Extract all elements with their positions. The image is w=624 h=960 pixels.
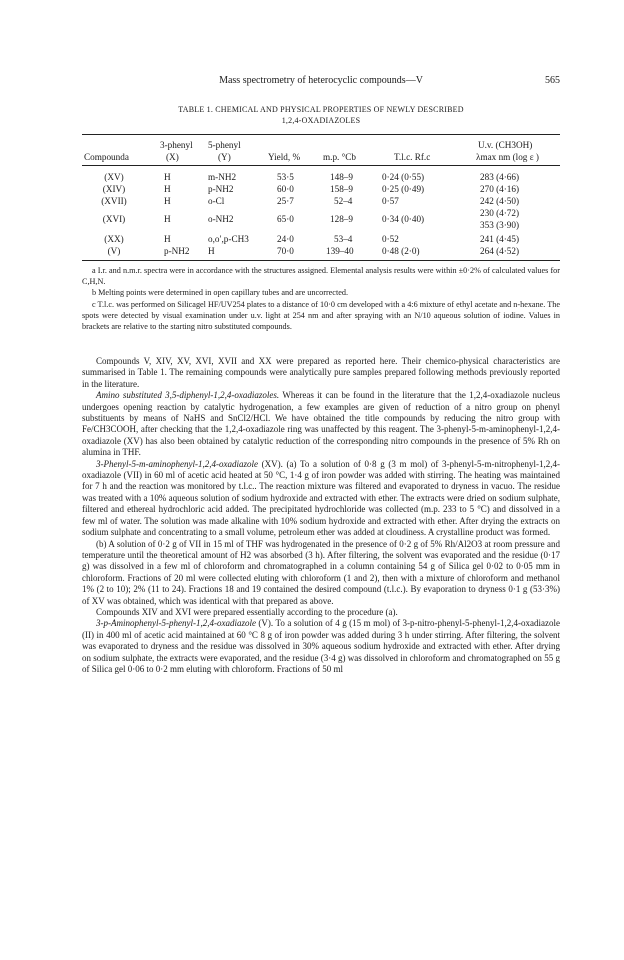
journal-page: Mass spectrometry of heterocyclic compounds—V 565 TABLE 1. CHEMICAL AND PHYSICAL PROPERTIES OF NEWLY DESCRIBED 1,2,4-OXADIAZOLES 3-phenyl 5-phenyl U.v. (CH3OH) Compounda (X) (Y) Yield, % m.p. °Cb T.l.c. Rf.c λmax nm (log ε ) (XV) H m-NH2 53·5 148–9 0·24 (0·55) 283 (4·66) (XIV) H p-NH2 60·0 158–9 0·25 (0·49) 270 (4·16) (XVII) H o-Cl 25·7 52–4 0·57 242 (4·50) (XVI) H o-NH2 65·0 128–9 0·34 (0·40) 230 (4·72) 353 (3·90) (XX) H o,o′,p-CH3 24·0 53–4 0·52 241 (4·45) (V) p-NH2 H 70·0 139–40 0·48 (2·0) 264 (4·52) a I.r. and n.m.r. spectra were in accordance with the structures assigned. Elemental analysis results were within ±0·2% of calculated values for C,H,N. b Melting points were determined in open capillary tubes and are uncorrected. c T.l.c. was performed on Silicagel HF/UV254 plates to a distance of 10·0 cm developed with a 4:6 mixture of ethyl acetate and n-hexane. The spots were detected by visual examination under u.v. light at 254 nm and after spraying with an N/10 aqueous solution of iodine. Values in brackets are relative to the starting nitro substituted compounds. Compounds V, XIV, XV, XVI, XVII and XX were prepared as reported here. Their chemico-physical characteristics are summarised in Table 1. The remaining compounds were analytically pure samples prepared following methods previously reported in the literature. Amino substituted 3,5-diphenyl-1,2,4-oxadiazoles. Whereas it can be found in the literature that the 1,2,4-oxadiazole nucleus undergoes opening reaction by catalytic hydrogenation, a few examples are given of reduction of a nitro group on phenyl substituents by means of NaHS and SnCl2/HCl. We have obtained the title compounds by reducing the nitro group with Fe/CH3COOH, after checking that the 1,2,4-oxadiazole ring was unaffected by this reagent. The 3-phenyl-5-m-aminophenyl-1,2,4-oxadiazole (XV) has also been obtained by catalytic reduction of the corresponding nitro compounds in the presence of 5% Rh on alumina in THF. 3-Phenyl-5-m-aminophenyl-1,2,4-oxadiazole (XV). (a) To a solution of 0·8 g (3 m mol) of 3-phenyl-5-m-nitrophenyl-1,2,4-oxadiazole (VII) in 60 ml of acetic acid heated at 50 °C, 1·4 g of iron powder was added with stirring. The heating was maintained for 7 h and the reaction was monitored by t.l.c.. The reaction mixture was filtered and evaporated to dryness in vacuo. The residue was treated with a 10% aqueous solution of sodium hydroxide and extracted with ether. The extracts were dried on sodium sulphate, filtered and ethereal hydrochloric acid added. The precipitated hydrochloride was collected (m.p. 233 to 5 °C) and dissolved in a few ml of water. The solution was made alkaline with 10% sodium hydroxide and extracted with ether. After drying the extracts on sodium sulphate and concentrating to a small volume, petroleum ether was added at cloudiness. A crystalline product was formed. (b) A solution of 0·2 g of VII in 15 ml of THF was hydrogenated in the presence of 0·2 g of 5% Rh/Al2O3 at room pressure and temperature until the theoretical amount of H2 was absorbed (3 h). After filtering, the solvent was evaporated and the residue (0·17 g) was dissolved in a few ml of chloroform and chromatographed in a column containing 54 g of Silica gel 0·02 to 0·05 mm in chloroform. Fractions of 20 ml were collected eluting with chloroform (1 and 2), then with a mixture of chloroform and methanol 1% (2 to 10); 2% (11 to 24). Fractions 18 and 19 contained the desired compound (t.l.c.). By evaporation to dryness 0·1 g (53·3%) of XV was obtained, which was identical with that prepared as above. Compounds XIV and XVI were prepared essentially according to the procedure (a). 3-p-Aminophenyl-5-phenyl-1,2,4-oxadiazole (V). To a solution of 4 g (15 m mol) of 3-p-nitro-phenyl-5-phenyl-1,2,4-oxadiazole (II) in 400 ml of acetic acid maintained at 60 °C 8 g of iron powder was added during 3 h under stirring. After filtering, the solvent was evaporated to dryness and the residue was dissolved in 30% aqueous sodium hydroxide and extracted with ether. After drying on sodium sulphate, the extracts were evaporated, and the residue (3·4 g) was dissolved in chloroform and chromatographed on 55 g of Silica gel 0·06 to 0·2 mm eluting with chloroform. Fractions of 50 ml: [82, 75, 561, 674]
table-footnotes: [82, 265, 560, 332]
section-heading-xv: 3-Phenyl-5-m-aminophenyl-1,2,4-oxadiazole: [96, 458, 258, 469]
running-title: Mass spectrometry of heterocyclic compounds—V: [219, 75, 423, 86]
paragraph-procedure-a: 3-Phenyl-5-m-aminophenyl-1,2,4-oxadiazole (XV). (a) To a solution of 0·8 g (3 m mol) of 3-phenyl-5-m-nitrophenyl-1,2,4-oxadiazole (VII) in 60 ml of acetic acid heated at 50 °C, 1·4 g of iron powder was added with stirring. The heating was maintained for 7 h and the reaction was monitored by t.l.c.. The reaction mixture was filtered and evaporated to dryness in vacuo. The residue was treated with a 10% aqueous solution of sodium hydroxide and extracted with ether. The extracts were dried on sodium sulphate, filtered and ethereal hydrochloric acid added. The precipitated hydrochloride was collected (m.p. 233 to 5 °C) and dissolved in a few ml of water. The solution was made alkaline with 10% sodium hydroxide and extracted with ether. After drying the extracts on sodium sulphate and concentrating to a small volume, petroleum ether was added at cloudiness. A crystalline product was formed.: [82, 458, 560, 538]
header-5-phenyl-top: 5-phenyl: [208, 140, 241, 150]
header-3-phenyl-top: 3-phenyl: [160, 140, 193, 150]
paragraph-procedure-b: (b) A solution of 0·2 g of VII in 15 ml of THF was hydrogenated in the presence of 0·2 g of 5% Rh/Al2O3 at room pressure and temperature until the theoretical amount of H2 was absorbed (3 h). After filtering, the solvent was evaporated and the residue (0·17 g) was dissolved in a few ml of chloroform and chromatographed in a column containing 54 g of Silica gel 0·02 to 0·05 mm in chloroform. Fractions of 20 ml were collected eluting with chloroform (1 and 2), then with a mixture of chloroform and methanol 1% (2 to 10); 2% (11 to 24). Fractions 18 and 19 contained the desired compound (t.l.c.). By evaporation to dryness 0·1 g (53·3%) of XV was obtained, which was identical with that prepared as above.: [82, 538, 560, 606]
table-caption: [82, 104, 560, 126]
paragraph-compounds: Compounds V, XIV, XV, XVI, XVII and XX were prepared as reported here. Their chemico-physical characteristics are summarised in Table 1. The remaining compounds were analytically pure samples prepared following methods previously reported in the literature.: [82, 356, 560, 389]
header-5-phenyl-bottom: (Y): [218, 152, 231, 162]
header-compound: Compounda: [84, 152, 129, 162]
paragraph-xiv-xvi: Compounds XIV and XVI were prepared essentially according to the procedure (a).: [96, 606, 398, 617]
table-bottom-rule: [82, 260, 560, 261]
table-top-rule: [82, 134, 560, 135]
section-heading-v: 3-p-Aminophenyl-5-phenyl-1,2,4-oxadiazole: [96, 618, 256, 629]
header-3-phenyl-bottom: (X): [166, 152, 179, 162]
paragraph-amino-substituted: Amino substituted 3,5-diphenyl-1,2,4-oxadiazoles. Whereas it can be found in the literature that the 1,2,4-oxadiazole nucleus undergoes opening reaction by catalytic hydrogenation, a few examples are given of reduction of a nitro group on phenyl substituents by means of NaHS and SnCl2/HCl. We have obtained the title compounds by reducing the nitro group with Fe/CH3COOH, after checking that the 1,2,4-oxadiazole ring was unaffected by this reagent. The 3-phenyl-5-m-aminophenyl-1,2,4-oxadiazole (XV) has also been obtained by catalytic reduction of the corresponding nitro compounds in the presence of 5% Rh on alumina in THF.: [82, 390, 561, 458]
header-mp: m.p. °Cb: [323, 152, 357, 162]
paragraph-compound-v: 3-p-Aminophenyl-5-phenyl-1,2,4-oxadiazole (V). To a solution of 4 g (15 m mol) of 3-p-nitro-phenyl-5-phenyl-1,2,4-oxadiazole (II) in 400 ml of acetic acid maintained at 60 °C 8 g of iron powder was added during 3 h under stirring. After filtering, the solvent was evaporated to dryness and the residue was dissolved in 30% aqueous sodium hydroxide and extracted with ether. After drying on sodium sulphate, the extracts were evaporated, and the residue (3·4 g) was dissolved in chloroform and chromatographed on 55 g of Silica gel 0·06 to 0·2 mm eluting with chloroform. Fractions of 50 ml: [82, 618, 560, 674]
page-number: 565: [545, 75, 560, 86]
header-uv-top: U.v. (CH3OH): [478, 140, 533, 150]
footnote-b: b Melting points were determined in open capillary tubes and are uncorrected.: [92, 288, 348, 298]
footnote-a: a I.r. and n.m.r. spectra were in accordance with the structures assigned. Elemental analysis results were within ±0·2% of calculated values for C,H,N.: [82, 266, 560, 287]
header-yield: Yield, %: [268, 152, 301, 162]
table-caption-line-1: TABLE 1. CHEMICAL AND PHYSICAL PROPERTIES OF NEWLY DESCRIBED: [178, 105, 464, 114]
footnote-c: c T.l.c. was performed on Silicagel HF/UV254 plates to a distance of 10·0 cm developed with a 4:6 mixture of ethyl acetate and n-hexane. The spots were detected by visual examination under u.v. light at 254 nm and after spraying with an N/10 aqueous solution of iodine. Values in brackets are relative to the starting nitro substituted compounds.: [82, 299, 560, 332]
table-caption-line-2: 1,2,4-OXADIAZOLES: [281, 116, 361, 125]
header-uv-bottom: λmax nm (log ε ): [476, 152, 539, 162]
running-header: [82, 75, 560, 89]
header-tlc: T.l.c. Rf.c: [394, 152, 431, 162]
section-heading-amino: Amino substituted 3,5-diphenyl-1,2,4-oxadiazoles.: [96, 390, 280, 401]
body-text: [82, 356, 560, 675]
table-header-rule: [82, 165, 560, 166]
